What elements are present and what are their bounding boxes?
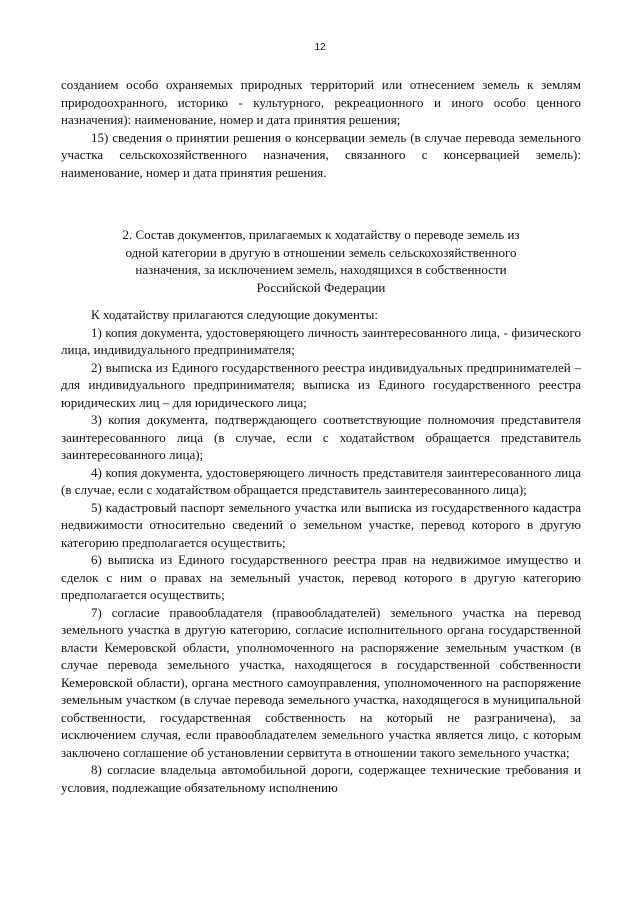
list-item: 3) копия документа, подтверждающего соответствующие полномочия представителя заинтересованного лица (в случае, если с ходатайством обращается представитель заинтересованного лица); — [61, 412, 581, 462]
list-item: 1) копия документа, удостоверяющего личность заинтересованного лица, - физического лица, индивидуального предпринимателя; — [61, 324, 581, 357]
list-item: 5) кадастровый паспорт земельного участка или выписка из государственного кадастра недвижимости относительно сведений о земельном участке, перевод которого в другую категорию предполагается осуществить; — [61, 499, 581, 550]
list-item: 2) выписка из Единого государственного реестра индивидуальных предпринимателей – для индивидуального предпринимателя; выписка из Единого государственного реестра юридических лиц – для юридического лица; — [61, 359, 581, 410]
section-heading — [61, 226, 581, 296]
list-item: 7) согласие правообладателя (правообладателей) земельного участка на перевод земельного участка в другую категорию, согласие исполнительного органа государственной власти Кемеровской области, уполномоченного на распоряжение земельным участком (в случае перевода земельного участка, находящегося в государственной собственности Кемеровской области), органа местного самоуправления, уполномоченного на распоряжение земельным участком (в случае перевода земельного участка, находящегося в муниципальной собственности, государственная собственность на который не разграничена), за исключением случая, если правообладателем земельного участка является лицо, с которым заключено соглашение об установлении сервитута в отношении такого земельного участка; — [61, 604, 581, 760]
list-item: 6) выписка из Единого государственного реестра прав на недвижимое имущество и сделок с ним о правах на земельный участок, перевод которого в другую категорию предполагается осуществить; — [61, 552, 581, 602]
paragraph-item-15: 15) сведения о принятии решения о консервации земель (в случае перевода земельного участка сельскохозяйственного назначения, связанного с консервацией земель): наименование, номер и дата принятия решения. — [61, 129, 581, 180]
heading-line: назначения, за исключением земель, находящихся в собственности — [135, 262, 507, 277]
page-number: 12 — [314, 42, 326, 53]
list-item: 8) согласие владельца автомобильной дороги, содержащее технические требования и условия, подлежащие обязательному исполнению — [61, 762, 581, 795]
top-text-block — [61, 76, 581, 181]
documents-list — [61, 306, 581, 796]
list-intro: К ходатайству прилагаются следующие документы: — [91, 307, 378, 322]
heading-line: одной категории в другую в отношении земель сельскохозяйственного — [125, 244, 517, 260]
heading-line: Российской Федерации — [256, 279, 386, 295]
paragraph-continuation: созданием особо охраняемых природных территорий или отнесением земель к землям природоохранного, историко - культурного, рекреационного и иного особо ценного назначения): наименование, номер и дата принятия решения; — [61, 77, 581, 127]
heading-line: 2. Состав документов, прилагаемых к ходатайству о переводе земель из — [122, 227, 520, 242]
list-item: 4) копия документа, удостоверяющего личность представителя заинтересованного лица (в случае, если с ходатайством обращается представитель заинтересованного лица); — [61, 464, 581, 497]
